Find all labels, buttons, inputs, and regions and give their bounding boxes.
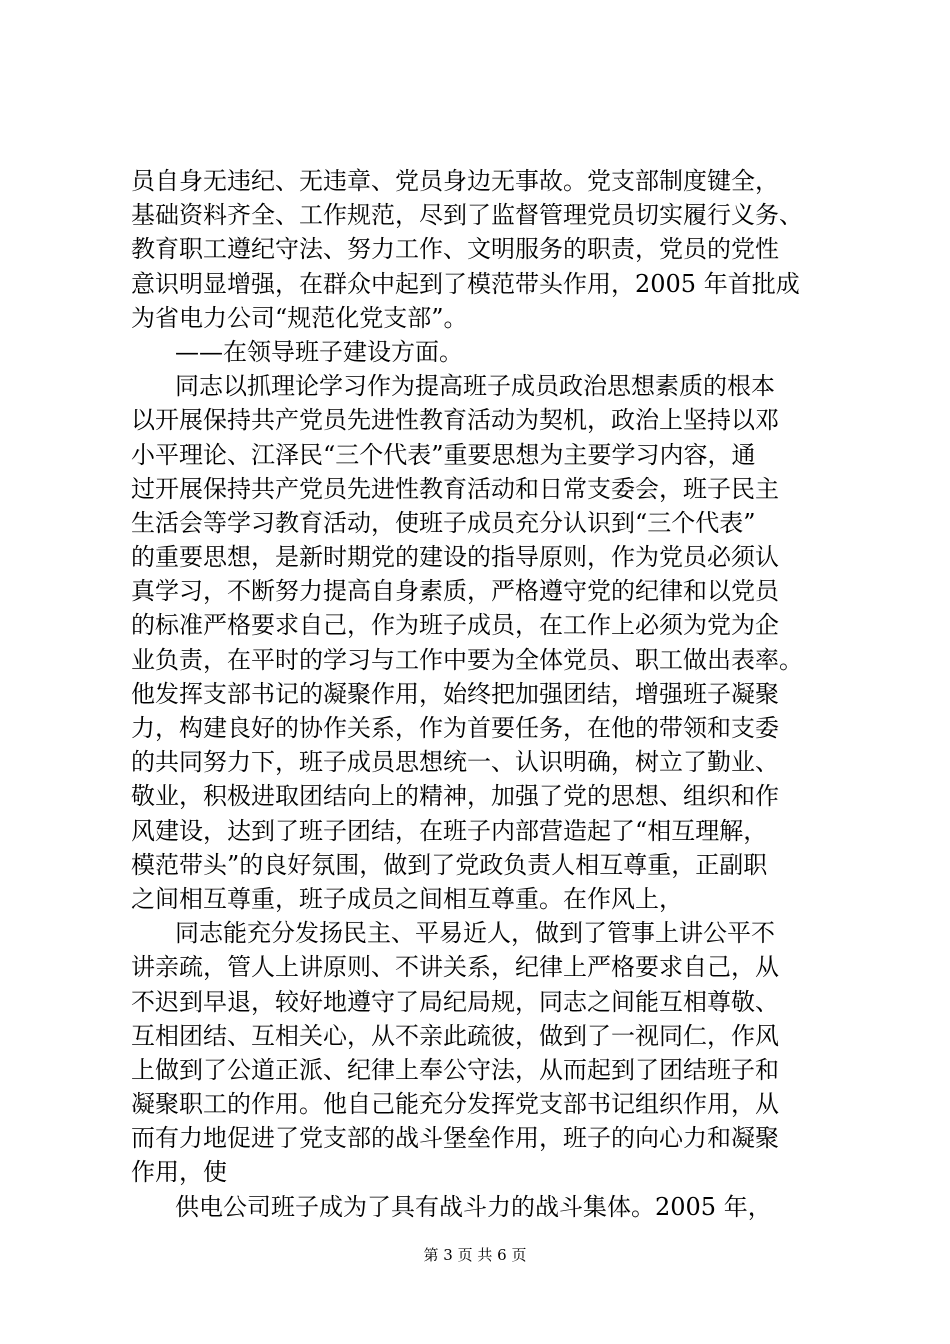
text-line: 小平理论、江泽民“三个代表”重要思想为主要学习内容，通 xyxy=(131,440,756,469)
text-line: 讲亲疏，管人上讲原则、不讲关系，纪律上严格要求自己，从 xyxy=(131,953,779,982)
document-body xyxy=(131,164,831,1224)
text-line: 风建设，达到了班子团结，在班子内部营造起了“相互理解， xyxy=(131,816,768,845)
text-line: 敬业，积极进取团结向上的精神，加强了党的思想、组织和作 xyxy=(131,782,779,811)
text-line: 作用，使 xyxy=(131,1158,227,1187)
text-line: 互相团结、互相关心，从不亲此疏彼，做到了一视同仁，作风 xyxy=(131,1021,779,1050)
text-line: 而有力地促进了党支部的战斗堡垒作用，班子的向心力和凝聚 xyxy=(131,1124,779,1153)
text-line: 意识明显增强，在群众中起到了模范带头作用，2005 年首批成 xyxy=(131,269,800,298)
text-line: 的共同努力下，班子成员思想统一、认识明确，树立了勤业、 xyxy=(131,748,779,777)
text-line: 模范带头”的良好氛围，做到了党政负责人相互尊重，正副职 xyxy=(131,850,768,879)
text-line: 基础资料齐全、工作规范，尽到了监督管理党员切实履行义务、 xyxy=(131,201,803,230)
text-line: 的重要思想，是新时期党的建设的指导原则，作为党员必须认 xyxy=(131,543,779,572)
text-line: 凝聚职工的作用。他自己能充分发挥党支部书记组织作用，从 xyxy=(131,1090,779,1119)
text-line: 的标准严格要求自己，作为班子成员，在工作上必须为党为企 xyxy=(131,611,779,640)
page-indicator: 第 3 页 共 6 页 xyxy=(423,1246,527,1264)
text-line: 教育职工遵纪守法、努力工作、文明服务的职责，党员的党性 xyxy=(131,235,779,264)
text-line: 生活会等学习教育活动，使班子成员充分认识到“三个代表” xyxy=(131,508,756,537)
text-line: 不迟到早退，较好地遵守了局纪局规，同志之间能互相尊敬、 xyxy=(131,987,779,1016)
text-line: 过开展保持共产党员先进性教育活动和日常支委会，班子民主 xyxy=(131,474,779,503)
text-line: 上做到了公道正派、纪律上奉公守法，从而起到了团结班子和 xyxy=(131,1055,779,1084)
text-line: 力，构建良好的协作关系，作为首要任务，在他的带领和支委 xyxy=(131,714,779,742)
text-line: 他发挥支部书记的凝聚作用，始终把加强团结，增强班子凝聚 xyxy=(131,679,779,708)
text-line: 业负责，在平时的学习与工作中要为全体党员、职工做出表率。 xyxy=(131,645,803,674)
text-line: 同志能充分发扬民主、平易近人，做到了管事上讲公平不 xyxy=(175,919,775,948)
text-line: 供电公司班子成为了具有战斗力的战斗集体。2005 年， xyxy=(175,1192,772,1221)
text-line: 之间相互尊重，班子成员之间相互尊重。在作风上， xyxy=(131,884,683,913)
text-line: 以开展保持共产党员先进性教育活动为契机，政治上坚持以邓 xyxy=(131,406,779,435)
text-line: 真学习，不断努力提高自身素质，严格遵守党的纪律和以党员 xyxy=(131,577,779,606)
text-line: 同志以抓理论学习作为提高班子成员政治思想素质的根本 xyxy=(175,372,775,401)
text-line: ——在领导班子建设方面。 xyxy=(175,337,463,366)
page-footer xyxy=(0,1245,950,1265)
text-line: 为省电力公司“规范化党支部”。 xyxy=(131,303,468,332)
text-line: 员自身无违纪、无违章、党员身边无事故。党支部制度键全， xyxy=(131,167,779,195)
